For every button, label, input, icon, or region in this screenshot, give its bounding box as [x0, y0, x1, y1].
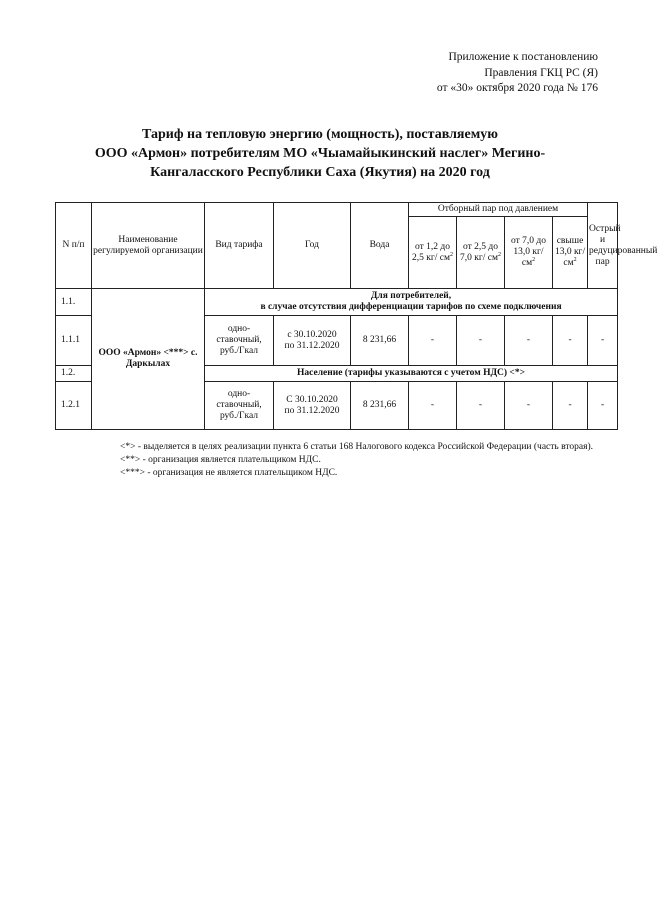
header-steam-4: свыше 13,0 кг/ $см^2$	[553, 217, 588, 289]
title-line-1: Тариф на тепловую энергию (мощность), поставляемую	[142, 127, 498, 142]
row-1-steam-4: -	[553, 316, 588, 366]
appendix-header	[437, 50, 598, 97]
section-2-num: 1.2.	[56, 366, 92, 382]
title-line-2: ООО «Армон» потребителям МО «Чыамайыкинский наслег» Мегино-	[94, 146, 546, 161]
header-num: N п/п	[56, 203, 92, 289]
section-1-title	[205, 289, 618, 316]
header-tariff-type: Вид тарифа	[205, 203, 274, 289]
row-1-num: 1.1.1	[56, 316, 92, 366]
section-1-line-1: Для потребителей,	[370, 291, 452, 301]
row-2-period-start: С 30.10.2020	[286, 394, 338, 405]
row-1-period-end: по 31.12.2020	[284, 340, 340, 351]
row-2-steam-4: -	[553, 382, 588, 430]
section-1-line-2: в случае отсутствия дифференциации тарифов по схеме подключения	[260, 302, 562, 312]
header-steam-3: от 7,0 до 13,0 кг/ $см^2$	[505, 217, 553, 289]
title-line-3: Кангаласского Республики Саха (Якутия) на 2020 год	[150, 165, 490, 180]
row-2-steam-2: -	[457, 382, 505, 430]
row-1-period-start: с 30.10.2020	[287, 329, 337, 340]
row-2-steam-1: -	[409, 382, 457, 430]
row-2-live-steam: -	[588, 382, 618, 430]
header-org: Наименование регулируемой организации	[92, 203, 205, 289]
section-1-num: 1.1.	[56, 289, 92, 316]
section-2-title: Население (тарифы указываются с учетом НДС) <*>	[205, 366, 618, 382]
footnote-2: <**> - организация является плательщиком НДС.	[120, 455, 321, 465]
row-1-live-steam: -	[588, 316, 618, 366]
tariff-table	[55, 202, 657, 430]
row-2-period-end: по 31.12.2020	[284, 405, 340, 416]
row-2-steam-3: -	[505, 382, 553, 430]
row-2-water: 8 231,66	[351, 382, 409, 430]
appendix-line-1: Приложение к постановлению	[448, 51, 598, 63]
footnote-3: <***> - организация не является плательщиком НДС.	[120, 468, 338, 478]
appendix-line-3: от «30» октября 2020 года № 176	[436, 82, 598, 94]
header-steam-1: от 1,2 до 2,5 кг/ $см^2$	[409, 217, 457, 289]
header-steam-group: Отборный пар под давлением	[409, 203, 588, 217]
row-2-tariff-type: одно-ставочный, руб./Гкал	[205, 382, 274, 430]
row-2-num: 1.2.1	[56, 382, 92, 430]
row-2-period	[274, 382, 351, 430]
row-1-tariff-type: одно-ставочный, руб./Гкал	[205, 316, 274, 366]
row-1-period	[274, 316, 351, 366]
row-1-steam-2: -	[457, 316, 505, 366]
organization-name: ООО «Армон» <***> с. Даркылах	[92, 289, 205, 430]
footnote-1: <*> - выделяется в целях реализации пункта 6 статьи 168 Налогового кодекса Российской Федерации (часть вторая).	[120, 442, 594, 452]
footnotes	[76, 441, 606, 480]
header-live-steam: Острый и редуцированный пар	[588, 203, 618, 289]
row-1-water: 8 231,66	[351, 316, 409, 366]
appendix-line-2: Правления ГКЦ РС (Я)	[484, 66, 598, 79]
row-1-steam-1: -	[409, 316, 457, 366]
header-year: Год	[274, 203, 351, 289]
row-1-steam-3: -	[505, 316, 553, 366]
document-title	[40, 125, 600, 182]
header-steam-2: от 2,5 до 7,0 кг/ $см^2$	[457, 217, 505, 289]
header-water: Вода	[351, 203, 409, 289]
